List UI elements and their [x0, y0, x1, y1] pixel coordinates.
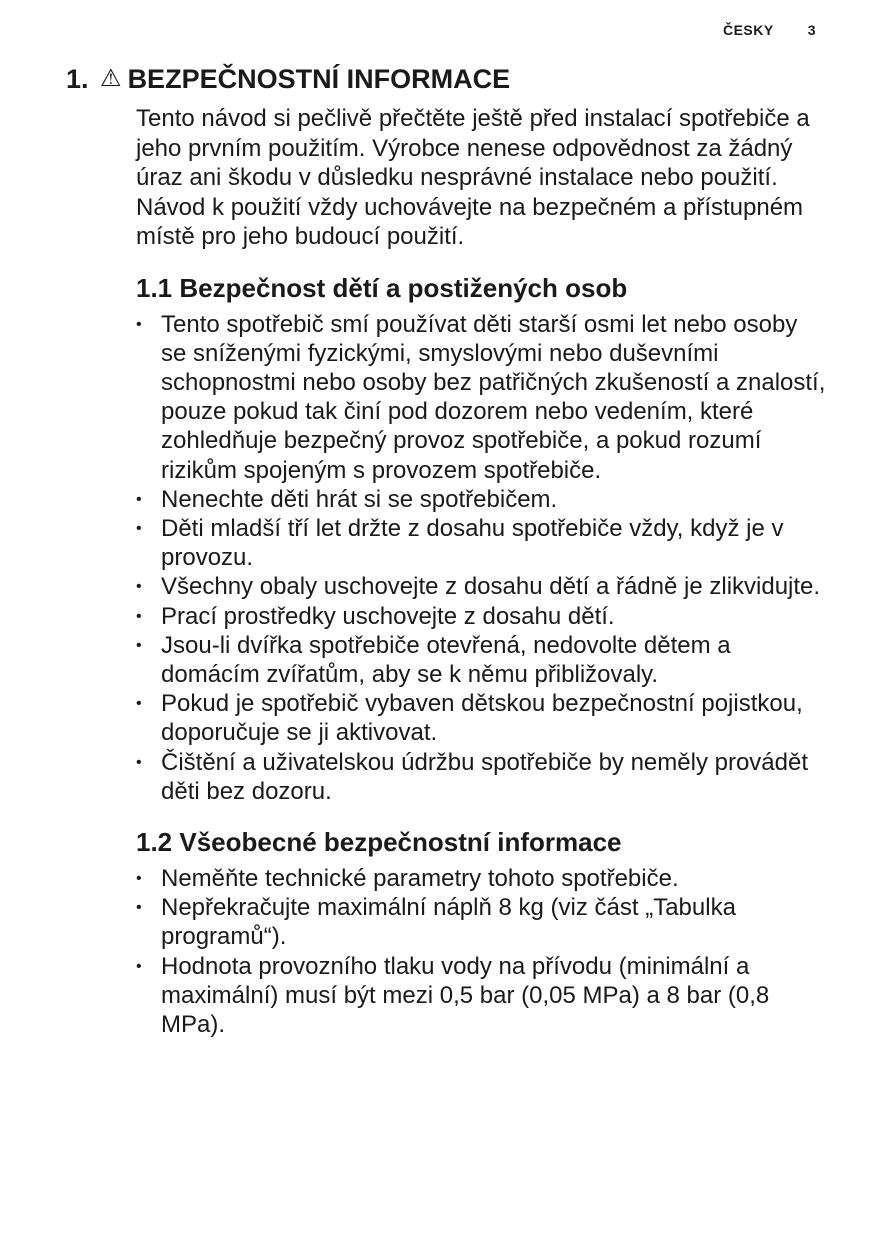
list-item: • Jsou-li dvířka spotřebiče otevřená, nedovolte dětem a domácím zvířatům, aby se k němu přibližovaly.: [136, 631, 826, 689]
list-item: • Děti mladší tří let držte z dosahu spotřebiče vždy, když je v provozu.: [136, 514, 826, 572]
list-item: • Neměňte technické parametry tohoto spotřebiče.: [136, 864, 826, 893]
list-item: • Nepřekračujte maximální náplň 8 kg (viz část „Tabulka programů“).: [136, 893, 826, 951]
list-item: • Hodnota provozního tlaku vody na přívodu (minimální a maximální) musí být mezi 0,5 bar (0,05 MPa) a 8 bar (0,8 MPa).: [136, 952, 826, 1040]
intro-paragraph: Tento návod si pečlivě přečtěte ještě před instalací spotřebiče a jeho prvním použitím. Výrobce nenese odpovědnost za žádný úraz ani škodu v důsledku nesprávné instalace nebo použití. Návod k použití vždy uchovávejte na bezpečném a přístupném místě pro jeho budoucí použití.: [136, 105, 810, 250]
content-column: [136, 104, 826, 1039]
subsection-title-general-safety: 1.2 Všeobecné bezpečnostní informace: [136, 826, 622, 857]
page-number: 3: [807, 22, 816, 38]
children-safety-list: [136, 310, 826, 806]
general-safety-list: [136, 864, 826, 1039]
header-language: ČESKY: [722, 22, 774, 38]
section-title-text: BEZPEČNOSTNÍ INFORMACE: [127, 64, 511, 94]
list-item: • Tento spotřebič smí používat děti starší osmi let nebo osoby se sníženými fyzickými, smyslovými nebo duševními schopnostmi nebo osoby bez patřičných zkušeností a znalostí, pouze pokud tak činí pod dozorem nebo vedením, které zohledňuje bezpečný provoz spotřebiče, a pokud rozumí rizikům spojeným s provozem spotřebiče.: [136, 310, 826, 485]
list-item: • Všechny obaly uschovejte z dosahu dětí a řádně je zlikvidujte.: [136, 572, 826, 601]
list-item: • Prací prostředky uschovejte z dosahu dětí.: [136, 602, 826, 631]
section-title: [66, 62, 510, 98]
subsection-title-children-safety: 1.1 Bezpečnost dětí a postižených osob: [136, 272, 628, 303]
list-item: • Čištění a uživatelskou údržbu spotřebiče by neměly provádět děti bez dozoru.: [136, 748, 826, 806]
section-number: 1.: [66, 64, 89, 94]
list-item: • Pokud je spotřebič vybaven dětskou bezpečnostní pojistkou, doporučuje se ji aktivovat.: [136, 689, 826, 747]
warning-icon: ⚠: [100, 65, 122, 92]
list-item: • Nenechte děti hrát si se spotřebičem.: [136, 485, 826, 514]
running-header: [723, 22, 816, 38]
